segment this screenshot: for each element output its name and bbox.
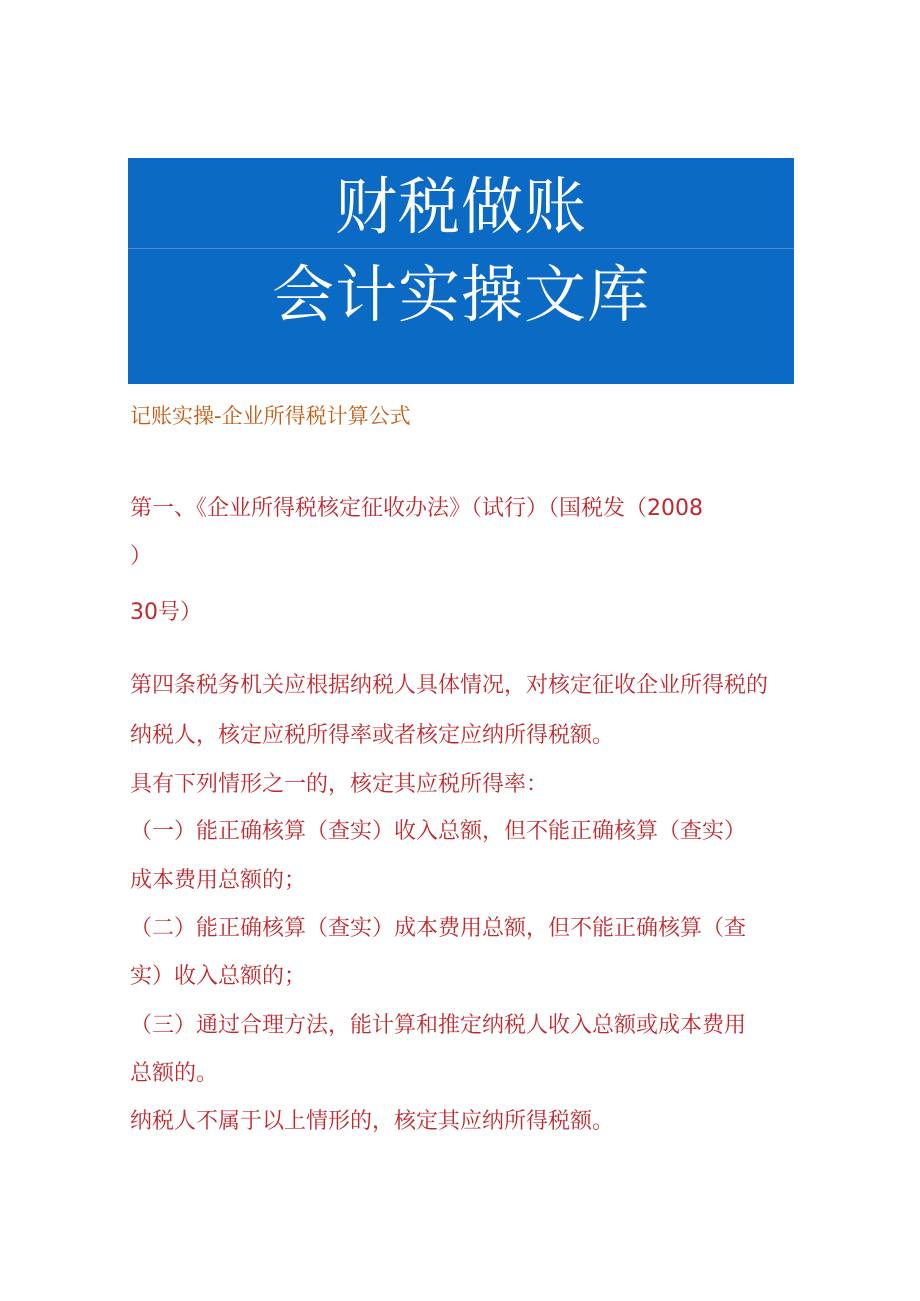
text-line-8: 成本费用总额的； [130, 868, 307, 893]
title-banner [128, 158, 794, 384]
text-line-11: （三）通过合理方法，能计算和推定纳税人收入总额或成本费用 [130, 1013, 747, 1038]
text-line-3: 30号） [130, 600, 202, 625]
text-line-5: 纳税人，核定应税所得率或者核定应纳所得税额。 [130, 723, 615, 748]
banner-title-line-1: 财税做账 [334, 170, 587, 243]
document-subtitle: 记账实操-企业所得税计算公式 [130, 404, 411, 428]
text-line-12: 总额的。 [130, 1061, 219, 1086]
text-line-10: 实）收入总额的； [130, 964, 307, 989]
banner-divider [128, 248, 794, 249]
text-line-1: 第一、《企业所得税核定征收办法》（试行）（国税发（2008 [130, 496, 703, 521]
text-line-9: （二）能正确核算（查实）成本费用总额，但不能正确核算（查 [130, 916, 747, 941]
text-line-6: 具有下列情形之一的，核定其应税所得率： [130, 772, 549, 797]
banner-title-line-2: 会计实操文库 [271, 258, 650, 331]
text-line-7: （一）能正确核算（查实）收入总额，但不能正确核算（查实） [130, 819, 747, 844]
text-line-13: 纳税人不属于以上情形的，核定其应纳所得税额。 [130, 1109, 615, 1134]
text-line-2: ） [130, 544, 153, 569]
text-line-4: 第四条税务机关应根据纳税人具体情况，对核定征收企业所得税的 [130, 673, 769, 698]
